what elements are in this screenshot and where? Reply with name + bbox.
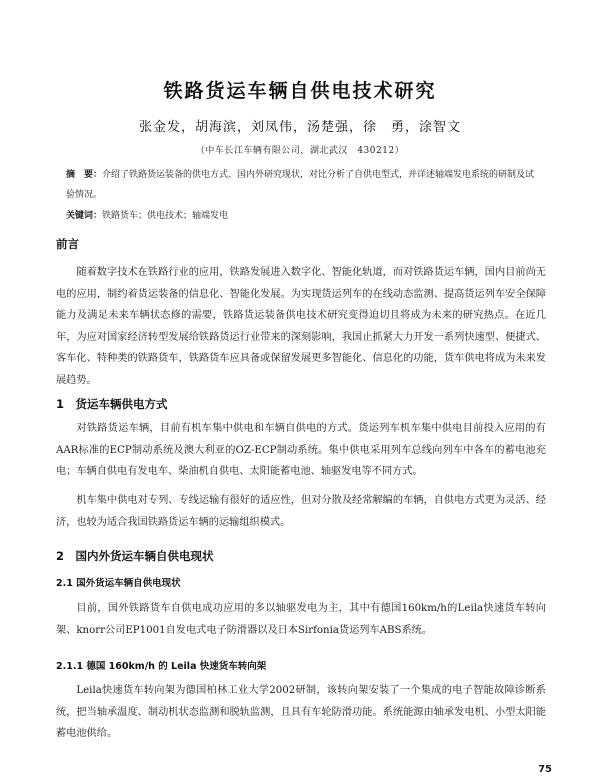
intro-heading: 前言 bbox=[56, 237, 79, 251]
abstract-label: 摘 要： bbox=[66, 170, 103, 180]
section-1-paragraph-2: 机车集中供电对专列、专线运输有很好的适应性，但对分散及经常解编的车辆，自供电方式更为灵活、经济，也较为适合我国铁路货运车辆的运输组织模式。 bbox=[56, 495, 546, 528]
paper-title: 铁路货运车辆自供电技术研究 bbox=[163, 80, 437, 102]
page-number: 75 bbox=[538, 764, 552, 775]
author-list: 张金发，胡海滨，刘凤伟，汤楚强，徐 勇，涂智文 bbox=[138, 120, 461, 135]
abstract-text: 介绍了铁路货运装备的供电方式、国内外研究现状，对比分析了自供电型式，并详述轴端发电系统的研制及试验情况。 bbox=[66, 170, 535, 200]
keywords-label: 关键词： bbox=[66, 211, 103, 221]
section-1-heading: 1 货运车辆供电方式 bbox=[56, 397, 168, 411]
abstract bbox=[66, 165, 536, 205]
section-2-1-1-paragraph: Leila快速货车转向架为德国柏林工业大学2002研制，该转向架安装了一个集成的电子智能故障诊断系统，把当轴承温度、制动机状态监测和脱轨监测，且具有车轮防滑功能。系统能源由轴承发电机、小型太阳能蓄电池供给。 bbox=[56, 685, 546, 739]
section-2-1-paragraph: 目前，国外铁路货车自供电成功应用的多以轴驱发电为主，其中有德国160km/h的Leila快速货车转向架、knorr公司EP1001自发电式电子防滑器以及日本Sirfonia货运列车ABS系统。 bbox=[56, 603, 546, 636]
section-2-heading: 2 国内外货运车辆自供电现状 bbox=[56, 549, 214, 563]
section-2-1-1-heading: 2.1.1 德国 160km/h 的 Leila 快速货车转向架 bbox=[56, 661, 267, 672]
keywords-text: 铁路货车；供电技术；轴端发电 bbox=[102, 211, 229, 221]
intro-paragraph: 随着数字技术在铁路行业的应用，铁路发展进入数字化、智能化轨道，而对铁路货运车辆，国内目前尚无电的应用，制约着货运装备的信息化、智能化发展。为实现货运列车的在线动态监测、提高货运列车安全保障能力及满足未来车辆状态修的需要，铁路货运装备供电技术研究变得迫切且将成为未来的研究热点。在近几年，为应对国家经济转型发展给铁路货运行业带来的深刻影响，我国止抓紧大力开发一系列快速型、便捷式、客车化、特种类的铁路货车，铁路货车应具备或保留发展更多智能化、信息化的功能，货车供电将成为未来发展趋势。 bbox=[56, 267, 546, 386]
section-2-1-heading: 2.1 国外货运车辆自供电现状 bbox=[56, 578, 181, 589]
section-1-paragraph-1: 对铁路货运车辆，目前有机车集中供电和车辆自供电的方式。货运列车机车集中供电目前投入应用的有AAR标准的ECP制动系统及澳大利亚的OZ-ECP制动系统。集中供电采用列车总线向列车中各车的蓄电池充电；车辆自供电有发电车、柴油机自供电、太阳能蓄电池、轴驱发电等不同方式。 bbox=[56, 423, 546, 477]
affiliation: （中车长江车辆有限公司，湖北武汉 430212） bbox=[195, 146, 405, 156]
keywords bbox=[66, 208, 536, 221]
